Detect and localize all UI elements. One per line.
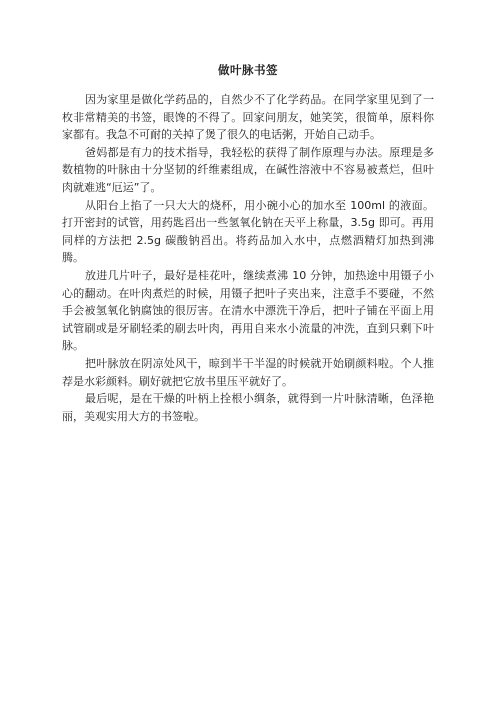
- document-page: [62, 62, 434, 425]
- paragraph-3: 从阳台上掐了一只大大的烧杯，用小碗小心的加水至 100ml 的液面。打开密封的试管，用药匙舀出一些氢氧化钠在天平上称量，3.5g 即可。再用同样的方法把 2.5g 碳酸钠舀出。将药品加入水中，点燃酒精灯加热到沸腾。: [62, 198, 434, 265]
- document-title: 做叶脉书签: [218, 63, 278, 77]
- paragraph-1: 因为家里是做化学药品的，自然少不了化学药品。在同学家里见到了一枚非常精美的书签，眼馋的不得了。回家问朋友，她笑笑，很简单，原料你家都有。我急不可耐的关掉了煲了很久的电话粥，开始自己动手。: [62, 93, 434, 142]
- paragraph-2: 爸妈都是有力的技术指导，我轻松的获得了制作原理与办法。原理是多数植物的叶脉由十分坚韧的纤维素组成，在碱性溶液中不容易被煮烂，但叶肉就难逃“厄运”了。: [62, 145, 434, 194]
- paragraph-6: 最后呢，是在干燥的叶柄上拴根小绸条，就得到一片叶脉清晰，色泽艳丽，美观实用大方的书签啦。: [62, 392, 434, 423]
- paragraph-4: 放进几片叶子，最好是桂花叶，继续煮沸 10 分钟，加热途中用镊子小心的翻动。在叶肉煮烂的时候，用镊子把叶子夹出来，注意手不要碰，不然手会被氢氧化钠腐蚀的很厉害。在清水中漂洗干净后，把叶子铺在平面上用试管刷或是牙刷轻柔的刷去叶肉，再用自来水小流量的冲洗，直到只剩下叶脉。: [62, 268, 434, 353]
- paragraph-5: 把叶脉放在阴凉处风干，晾到半干半湿的时候就开始刷颜料啦。个人推荐是水彩颜料。刷好就把它放书里压平就好了。: [62, 356, 434, 388]
